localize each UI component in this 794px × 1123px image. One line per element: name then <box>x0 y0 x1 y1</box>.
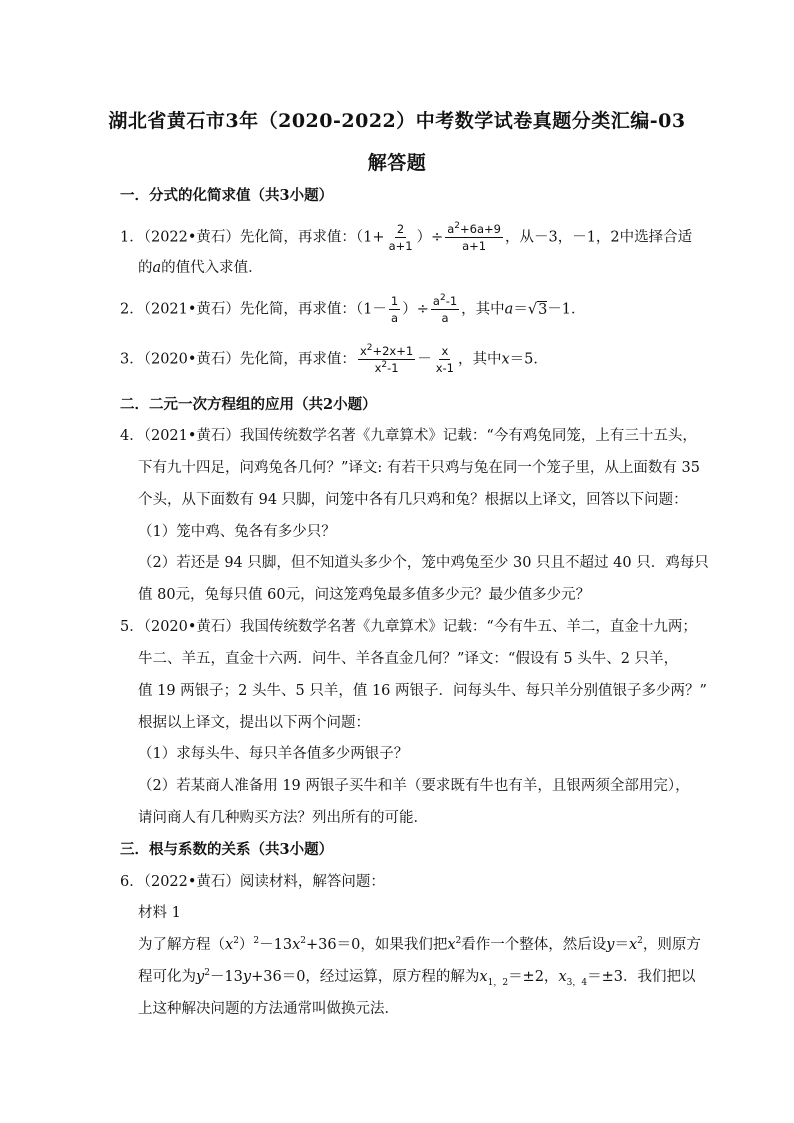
question-4-line3: 个头，从下面数有 94 只脚，问笼中各有几只鸡和兔？根据以上译文，回答以下问题： <box>138 492 688 508</box>
q1-mid: ）÷ <box>416 229 444 246</box>
question-4-line1: 4．（2021•黄石）我国传统数学名著《九章算术》记载：“今有鸡兔同笼，上有三十五头， <box>120 428 697 444</box>
q2-fraction-1 <box>389 294 400 325</box>
q6-l4-sup1: 2 <box>204 968 210 979</box>
section-heading-1: 一．分式的化简求值（共3小题） <box>120 187 334 204</box>
question-5-part2-line1: （2）若某商人准备用 19 两银子买牛和羊（要求既有牛也有羊，且银两须全部用完）， <box>138 778 690 794</box>
q6-l3-var3: x <box>447 937 456 953</box>
q6-l3-a: 为了解方程（ <box>138 937 225 953</box>
q3-frac1-den-sup: 2 <box>381 360 388 371</box>
q3-frac1-den-a: x <box>374 361 382 375</box>
sqrt-sign: √ <box>527 301 538 318</box>
page-title-line1: 湖北省黄石市3年（2020-2022）中考数学试卷真题分类汇编-03 <box>108 110 686 132</box>
question-4-part2-line1: （2）若还是 94 只脚，但不知道头多少个，笼中鸡兔至少 30 只且不超过 40 只．鸡每只 <box>138 555 709 571</box>
page-title-line2: 解答题 <box>367 152 427 174</box>
q3-frac1-numerator <box>358 344 415 360</box>
q6-l3-c: －13 <box>259 937 293 953</box>
q6-l4-var1: y <box>196 969 205 985</box>
q2-frac2-denominator: a <box>441 311 449 325</box>
q3-fraction-1 <box>358 344 415 375</box>
question-3-line1 <box>120 344 548 375</box>
question-6-line5: 上这种解决问题的方法通常叫做换元法． <box>138 1001 399 1017</box>
section-heading-2: 二．二元一次方程组的应用（共2小题） <box>120 396 377 413</box>
q3-frac1-den-b: -1 <box>387 361 399 375</box>
q1-suffix: ，从－3，－1，2中选择合适 <box>504 229 693 246</box>
q6-l3-b: ） <box>238 937 254 953</box>
q6-l3-e: 看作一个整体，然后设 <box>461 937 607 953</box>
q2-suffix-a: ，其中 <box>461 301 505 318</box>
q1-line2-a: 的 <box>138 260 153 276</box>
q3-frac2-numerator: x <box>441 344 449 358</box>
q1-frac2-denominator: a+1 <box>462 239 487 253</box>
q3-suffix-var: x <box>501 351 510 368</box>
q6-l4-a: 程可化为 <box>138 969 196 985</box>
question-4-part2-line2: 值 80元，兔每只值 60元，问这笼鸡兔最多值多少元？最少值多少元？ <box>138 587 591 603</box>
q1-frac2-numerator <box>445 222 503 238</box>
q1-line2-var: a <box>152 260 162 276</box>
q2-mid: ）÷ <box>402 301 429 318</box>
question-5-line3: 值 19 两银子；2 头牛、5 只羊，值 16 两银子．问每头牛、每只羊分别值银子多少两？” <box>138 683 707 699</box>
q2-frac1-numerator: 1 <box>390 294 399 308</box>
section-heading-3: 三．根与系数的关系（共3小题） <box>120 841 334 858</box>
q3-fraction-2 <box>434 344 456 375</box>
q2-frac2-num-sup: 2 <box>439 293 446 304</box>
q2-frac2-num-b: -1 <box>445 294 458 308</box>
q3-frac1-denominator <box>373 360 401 375</box>
q6-l3-f: ＝ <box>614 937 629 953</box>
q6-l3-var2: x <box>292 937 301 953</box>
q2-frac2-numerator <box>431 294 459 310</box>
question-5-line2: 牛二、羊五，直金十六两．问牛、羊各直金几何？”译文：“假设有 5 头牛、2 只羊， <box>138 651 679 667</box>
question-5-line4: 根据以上译文，提出以下两个问题： <box>138 715 370 731</box>
q6-l3-sup2: 2 <box>253 936 260 947</box>
q1-frac1-numerator: 2 <box>396 222 405 236</box>
q3-frac2-denominator: x-1 <box>435 361 454 375</box>
q2-sqrt-value: 3 <box>538 301 548 318</box>
question-4-line2: 下有九十四足，问鸡兔各几何？”译文: 有若干只鸡与兔在同一个笼子里，从上面数有 35 <box>138 460 700 476</box>
q3-frac1-num-sup: 2 <box>366 343 373 354</box>
q3-mid: － <box>417 351 432 368</box>
question-6-line1: 6．（2022•黄石）阅读材料，解答问题： <box>120 874 385 890</box>
question-4-part1: （1）笼中鸡、兔各有多少只？ <box>138 524 336 540</box>
q6-l4-sub2: 3，4 <box>566 977 588 988</box>
question-5-part2-line2: 请问商人有几种购买方法？列出所有的可能． <box>138 810 428 826</box>
q6-l3-var5: x <box>628 937 638 953</box>
q3-frac1-num-b: +2x+1 <box>372 344 414 358</box>
q3-suffix-end: ＝5． <box>509 351 548 368</box>
question-1-line2 <box>138 258 263 278</box>
q6-l3-sup5: 2 <box>637 936 643 947</box>
q6-l4-b: －13 <box>209 969 243 985</box>
q6-l3-sup3: 2 <box>300 936 307 947</box>
q1-frac1-denominator: a+1 <box>388 239 413 253</box>
q6-l4-sub1: 1，2 <box>487 977 509 988</box>
q1-prefix: 1．（2022•黄石）先化简，再求值：（1+ <box>120 229 385 246</box>
q6-l4-var4: x <box>558 969 567 985</box>
question-5-line1: 5．（2020•黄石）我国传统数学名著《九章算术》记载：“今有牛五、羊二，直金十九两； <box>120 619 697 635</box>
q3-frac1-num-a: x <box>359 344 367 358</box>
q3-suffix-a: ，其中 <box>457 351 502 368</box>
q6-l4-d: ＝±2， <box>508 969 559 985</box>
q2-prefix: 2．（2021•黄石）先化简，再求值：（1－ <box>120 301 387 318</box>
q6-l3-g: ，则原方 <box>642 937 701 953</box>
question-6-line3 <box>138 935 701 955</box>
q2-frac1-denominator: a <box>391 311 399 325</box>
q2-suffix-eq: ＝ <box>513 301 528 318</box>
q1-frac2-num-b: +6a+9 <box>460 222 501 236</box>
q6-l4-var2: y <box>242 969 252 985</box>
q6-l3-d: +36＝0，如果我们把 <box>306 937 448 953</box>
material-1-label: 材料 1 <box>138 905 181 921</box>
q1-fraction-1 <box>387 222 415 253</box>
q2-suffix-var: a <box>504 301 514 318</box>
q6-l4-e: ＝±3．我们把以 <box>587 969 696 985</box>
q6-l3-sup4: 2 <box>455 936 462 947</box>
question-2-line1 <box>120 294 586 325</box>
q2-fraction-2 <box>431 294 459 325</box>
q6-l4-c: +36＝0，经过运算，原方程的解为 <box>251 969 480 985</box>
question-1-line1 <box>120 222 692 253</box>
q6-l3-sup1: 2 <box>233 936 239 947</box>
question-5-part1: （1）求每头牛、每只羊各值多少两银子？ <box>138 746 409 762</box>
q2-suffix-end: －1． <box>547 301 586 318</box>
q6-l4-var3: x <box>479 969 488 985</box>
question-6-line4 <box>138 967 695 987</box>
q6-l3-var1: x <box>225 937 234 953</box>
q6-l3-var4: y <box>606 937 615 953</box>
q2-frac2-num-a: a <box>432 294 440 308</box>
q1-fraction-2 <box>445 222 503 253</box>
q3-prefix: 3．（2020•黄石）先化简，再求值： <box>120 351 356 368</box>
q1-frac2-num-sup: 2 <box>454 221 461 232</box>
q1-frac2-num-a: a <box>447 222 455 236</box>
q1-line2-b: 的值代入求值． <box>161 260 263 276</box>
